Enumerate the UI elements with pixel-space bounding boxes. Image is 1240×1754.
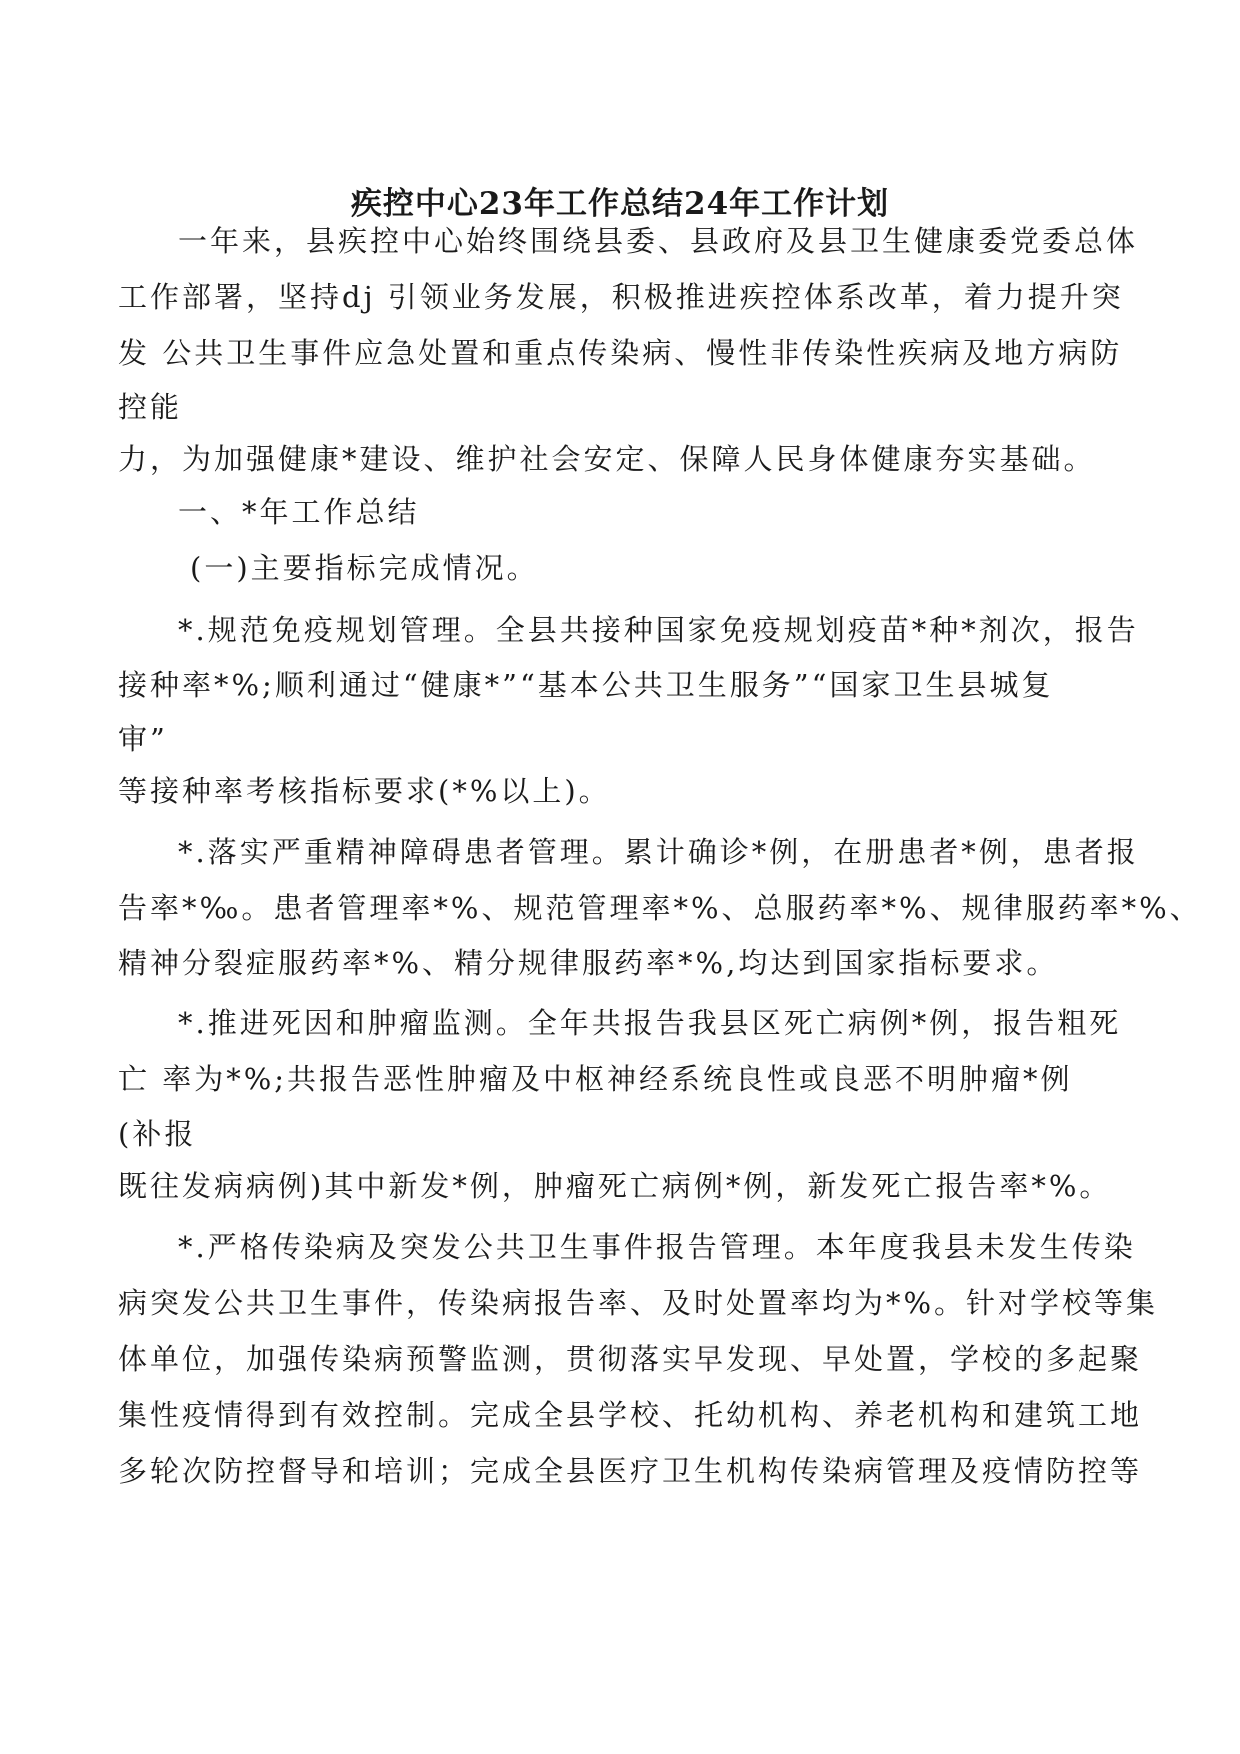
paragraph-line: (补报 [118,1117,197,1151]
paragraph-line: 体单位，加强传染病预警监测，贯彻落实早发现、早处置，学校的多起聚 [118,1342,1143,1376]
subsection-heading: (一)主要指标完成情况。 [190,551,539,585]
paragraph-line: *.推进死因和肿瘤监测。全年共报告我县区死亡病例*例，报告粗死 [178,1006,1122,1040]
paragraph-line: 等接种率考核指标要求(*%以上)。 [118,774,611,808]
paragraph-line: 多轮次防控督导和培训；完成全县医疗卫生机构传染病管理及疫情防控等 [118,1454,1143,1488]
paragraph-line: 工作部署，坚持dj 引领业务发展，积极推进疾控体系改革，着力提升突 [118,280,1124,314]
paragraph-line: 集性疫情得到有效控制。完成全县学校、托幼机构、养老机构和建筑工地 [118,1398,1143,1432]
paragraph-line: 病突发公共卫生事件，传染病报告率、及时处置率均为*%。针对学校等集 [118,1286,1159,1320]
paragraph-line: *.落实严重精神障碍患者管理。累计确诊*例，在册患者*例，患者报 [178,835,1139,869]
paragraph-line: 接种率*%;顺利通过“健康*”“基本公共卫生服务”“国家卫生县城复 [118,668,1054,702]
paragraph-line: 亡 率为*%;共报告恶性肿瘤及中枢神经系统良性或良恶不明肿瘤*例 [118,1062,1073,1096]
paragraph-line: 告率*‰。患者管理率*%、规范管理率*%、总服药率*%、规律服药率*%、 [118,891,1202,925]
document-title: 疾控中心23年工作总结24年工作计划 [350,186,890,222]
paragraph-line: 发 公共卫生事件应急处置和重点传染病、慢性非传染性疾病及地方病防 [118,336,1123,370]
paragraph-line: 力，为加强健康*建设、维护社会安定、保障人民身体健康夯实基础。 [118,442,1096,476]
paragraph-line: 控能 [118,390,183,424]
paragraph-line: *.严格传染病及突发公共卫生事件报告管理。本年度我县未发生传染 [178,1230,1136,1264]
paragraph-line: 一年来，县疾控中心始终围绕县委、县政府及县卫生健康委党委总体 [178,224,1139,258]
paragraph-line: 精神分裂症服药率*%、精分规律服药率*%,均达到国家指标要求。 [118,946,1059,980]
section-heading: 一、*年工作总结 [178,495,420,529]
paragraph-line: 审” [118,722,168,756]
paragraph-line: *.规范免疫规划管理。全县共接种国家免疫规划疫苗*种*剂次，报告 [178,613,1139,647]
paragraph-line: 既往发病病例)其中新发*例，肿瘤死亡病例*例，新发死亡报告率*%。 [118,1169,1112,1203]
